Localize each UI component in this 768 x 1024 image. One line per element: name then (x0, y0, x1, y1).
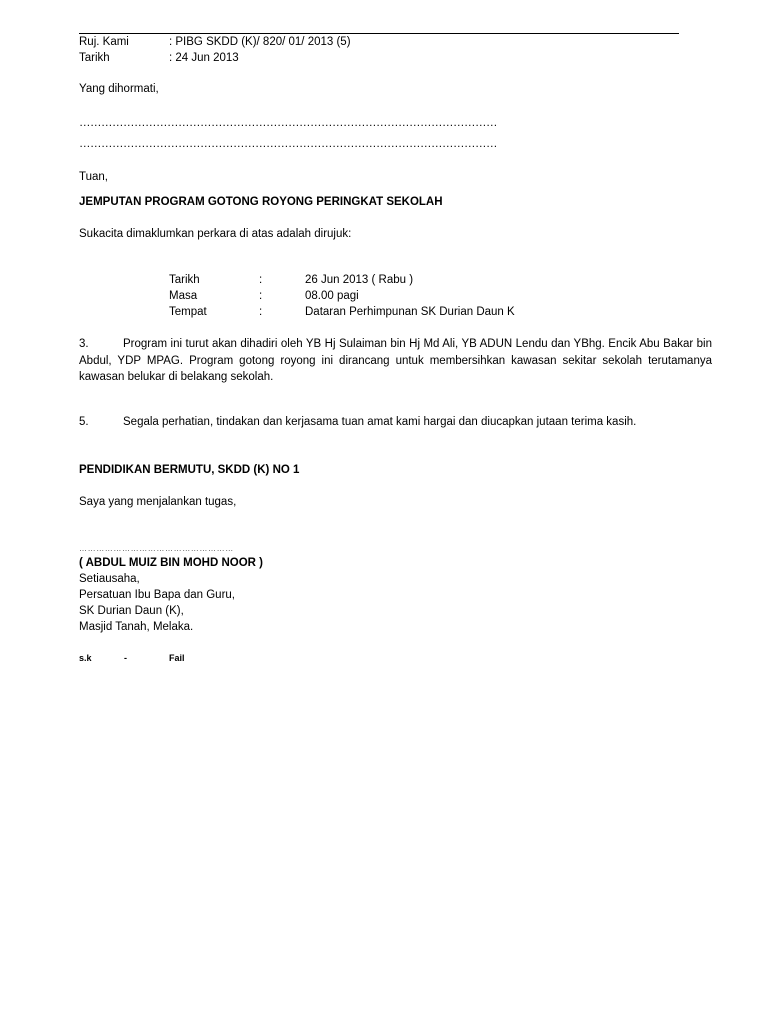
paragraph-number: 3. (79, 338, 89, 350)
organization-line-3: Masjid Tanah, Melaka. (79, 621, 194, 633)
signatory-name: ( ABDUL MUIZ BIN MOHD NOOR ) (79, 557, 263, 569)
paragraph-text: Program ini turut akan dihadiri oleh YB Hj Sulaiman bin Hj Md Ali, YB ADUN Lendu dan YBhg. Encik Abu Bakar bin Abdul, YDP MPAG. Program gotong royong ini dirancang untuk membersihkan kawasan sekitar sekolah terutamanya kawasan belukar di belakang sekolah. (79, 338, 712, 383)
motto: PENDIDIKAN BERMUTU, SKDD (K) NO 1 (79, 464, 300, 476)
detail-value-tarikh: 26 Jun 2013 ( Rabu ) (305, 274, 414, 286)
detail-value-tempat: Dataran Perhimpunan SK Durian Daun K (305, 306, 515, 318)
subject-heading: JEMPUTAN PROGRAM GOTONG ROYONG PERINGKAT SEKOLAH (79, 196, 443, 208)
detail-sep: : (259, 274, 263, 286)
paragraph-number: 5. (79, 416, 89, 428)
ref-value: : PIBG SKDD (K)/ 820/ 01/ 2013 (5) (169, 36, 351, 48)
detail-value-masa: 08.00 pagi (305, 290, 359, 302)
paragraph-3 (79, 336, 712, 386)
paragraph-5 (79, 415, 712, 431)
detail-label-tarikh: Tarikh (169, 274, 200, 286)
cc-value: Fail (169, 653, 185, 663)
intro-text: Sukacita dimaklumkan perkara di atas adalah dirujuk: (79, 228, 352, 240)
signature-line: ……………………………………………… (79, 544, 234, 553)
detail-label-masa: Masa (169, 290, 198, 302)
organization-line-2: SK Durian Daun (K), (79, 605, 184, 617)
address-line-2: …………………………………………………………………………………………………… (79, 138, 497, 150)
address-line-1: …………………………………………………………………………………………………… (79, 117, 497, 129)
salutation: Yang dihormati, (79, 83, 159, 95)
greeting: Tuan, (79, 171, 108, 183)
detail-sep: : (259, 290, 263, 302)
paragraph-text: Segala perhatian, tindakan dan kerjasama tuan amat kami hargai dan diucapkan jutaan terima kasih. (123, 416, 637, 428)
organization-line-1: Persatuan Ibu Bapa dan Guru, (79, 589, 235, 601)
duty-line: Saya yang menjalankan tugas, (79, 496, 237, 508)
detail-label-tempat: Tempat (169, 306, 207, 318)
date-value: : 24 Jun 2013 (169, 52, 239, 64)
ref-label: Ruj. Kami (79, 36, 129, 48)
date-label: Tarikh (79, 52, 110, 64)
cc-dash: - (124, 653, 127, 663)
cc-label: s.k (79, 653, 92, 663)
signatory-title: Setiausaha, (79, 573, 140, 585)
header-rule (79, 33, 679, 34)
detail-sep: : (259, 306, 263, 318)
